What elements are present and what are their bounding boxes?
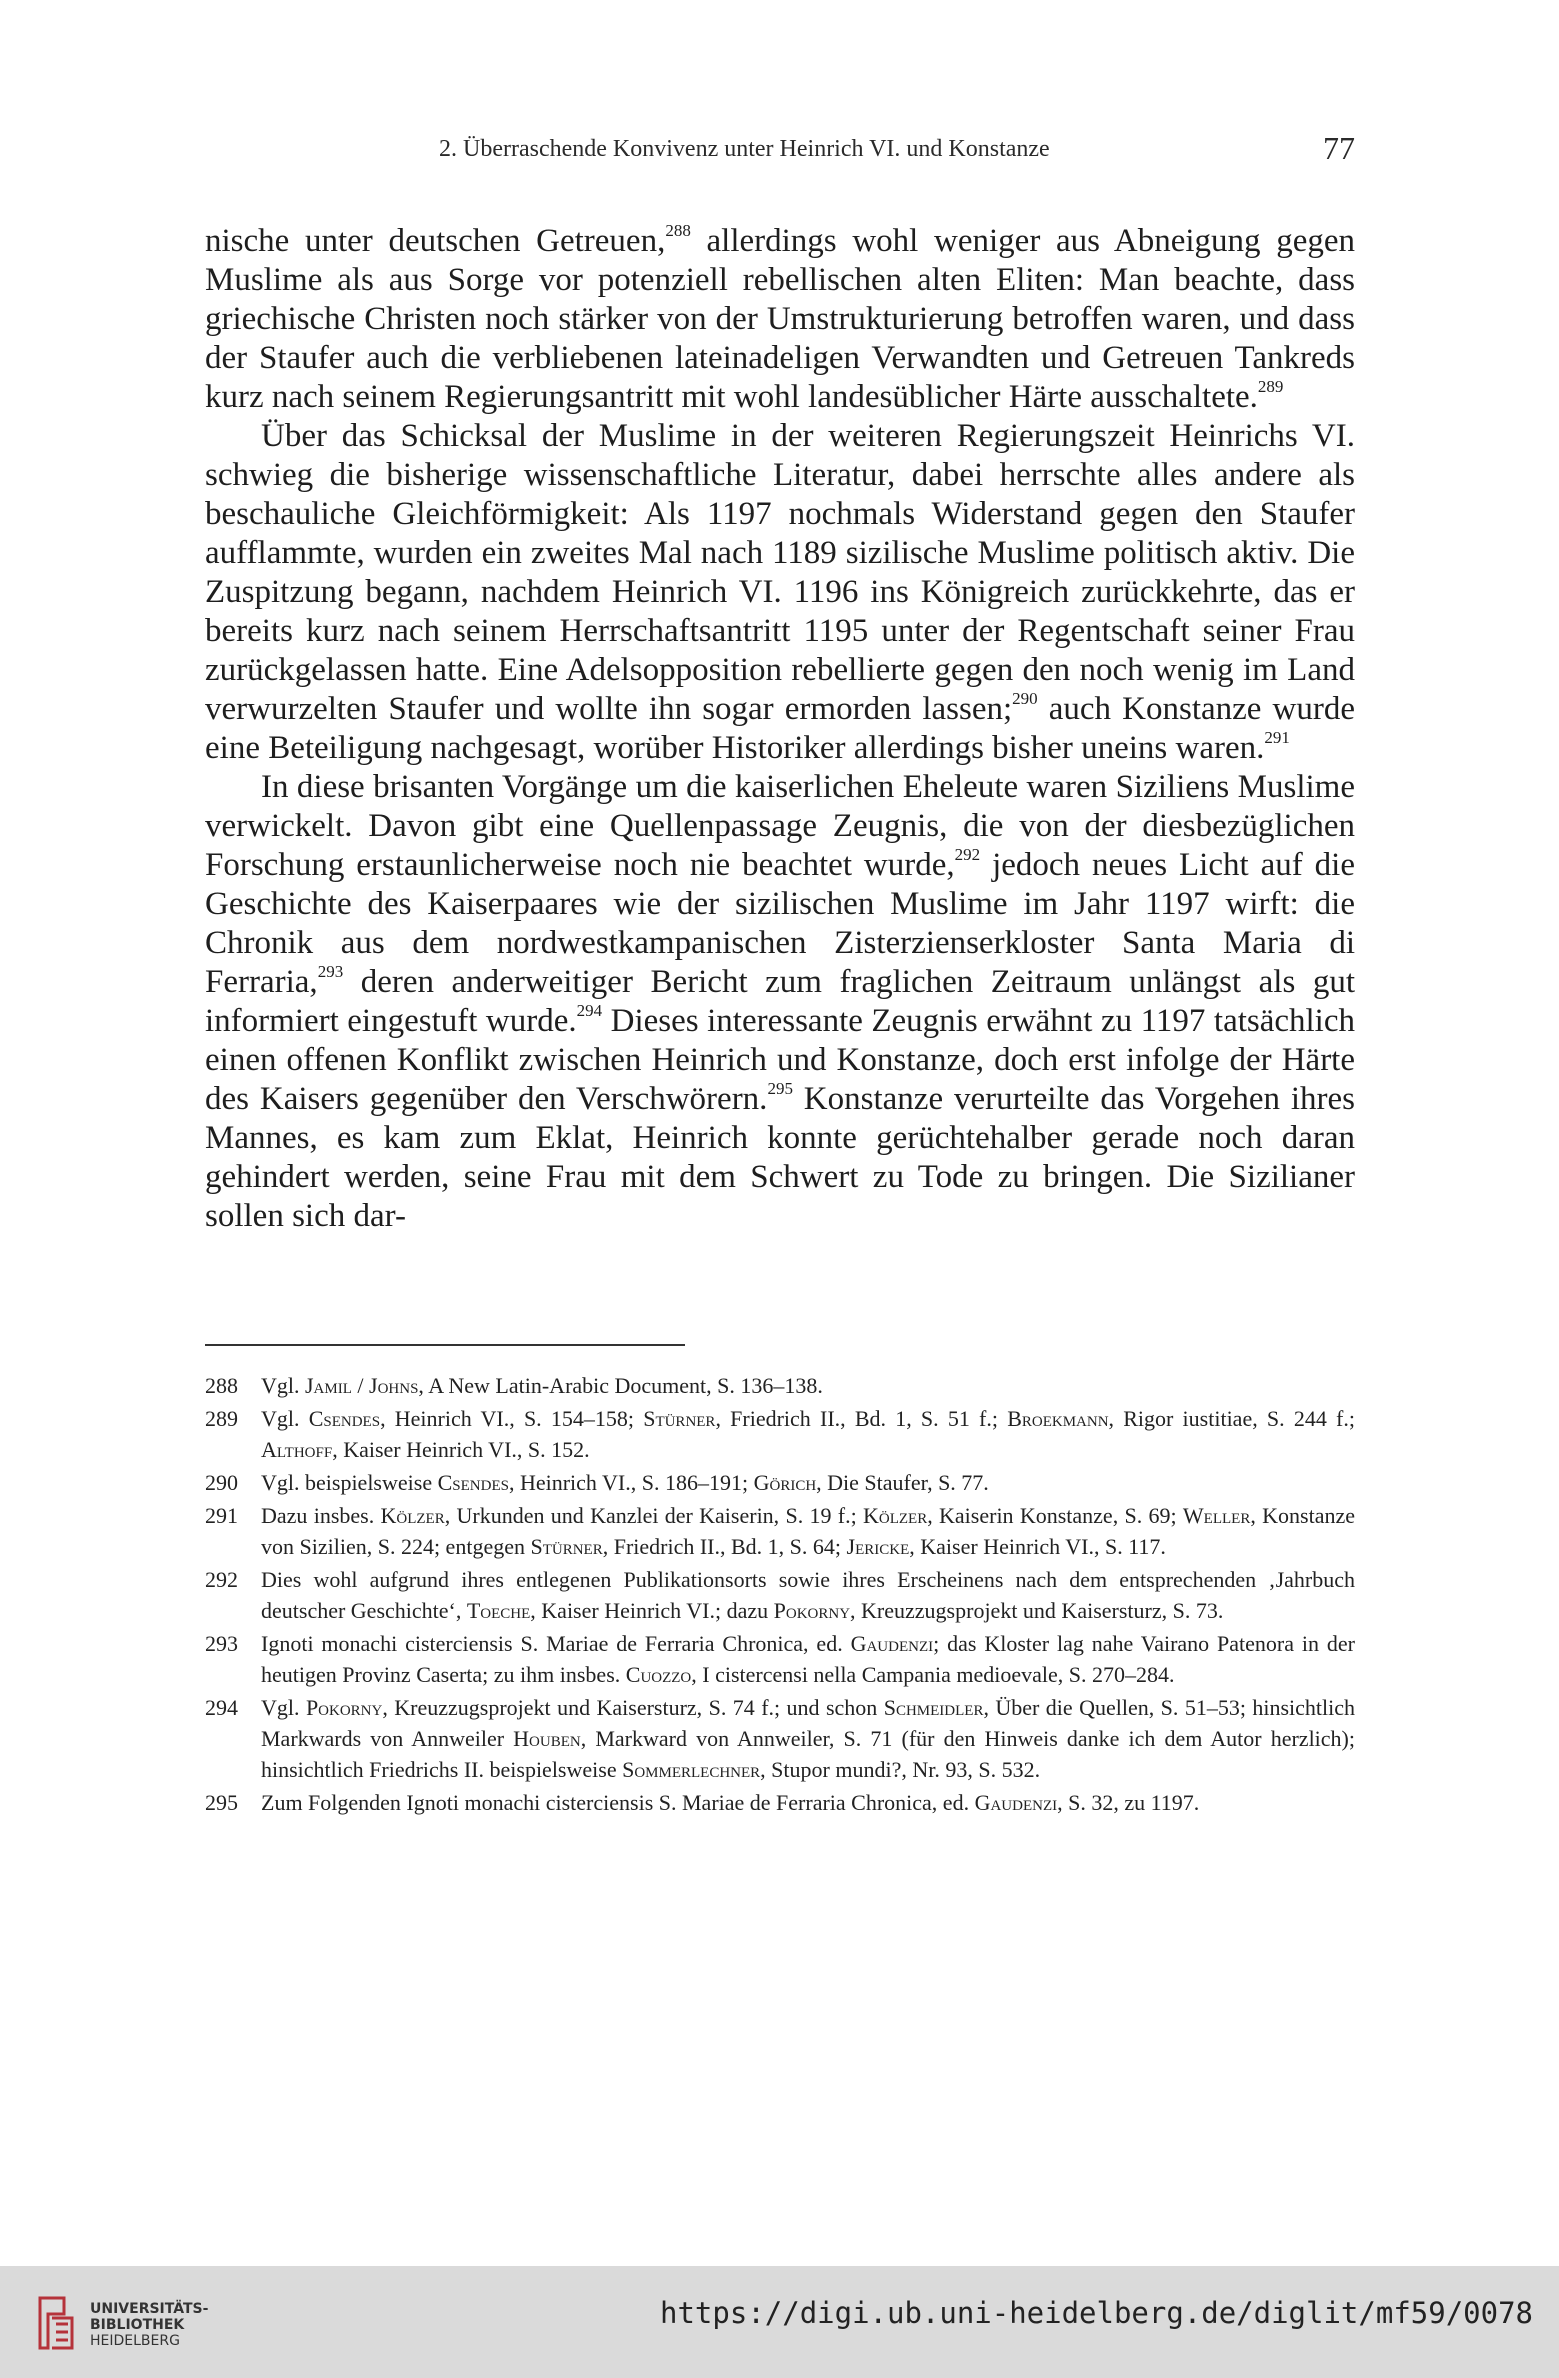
text-run: Dazu insbes. bbox=[261, 1503, 381, 1528]
text-run: , Markward von Annweiler, S. 71 (für den Hinweis danke ich dem Autor herzlich); hinsichtlich Friedrichs II. beispielsweise bbox=[261, 1726, 1355, 1782]
footnote-288 bbox=[205, 1370, 1355, 1401]
page-number: 77 bbox=[1323, 130, 1355, 166]
author-name: Houben bbox=[513, 1726, 581, 1751]
text-run: nische unter deutschen Getreuen, bbox=[205, 223, 666, 259]
page-url[interactable]: https://digi.ub.uni-heidelberg.de/diglit/mf59/0078 bbox=[660, 2296, 1533, 2330]
footnote-ref-295[interactable]: 295 bbox=[767, 1079, 793, 1098]
author-name: Csendes bbox=[308, 1406, 381, 1431]
paragraph-2 bbox=[205, 417, 1355, 768]
text-run: auch Konstanze wurde eine Beteiligung nachgesagt, worüber Historiker allerdings bisher uneins waren. bbox=[205, 691, 1355, 766]
running-head bbox=[205, 130, 1355, 176]
text-run: , Heinrich VI., S. 154–158; bbox=[380, 1406, 644, 1431]
footnote-ref-289[interactable]: 289 bbox=[1257, 377, 1284, 396]
logo-line-2: BIBLIOTHEK bbox=[90, 2317, 185, 2333]
text-run: Vgl. bbox=[261, 1406, 309, 1431]
author-name: Jericke bbox=[846, 1534, 910, 1559]
footnote-number: 293 bbox=[205, 1631, 238, 1656]
text-run: Zum Folgenden Ignoti monachi cisterciensis S. Mariae de Ferraria Chronica, ed. bbox=[261, 1790, 975, 1815]
library-logo[interactable] bbox=[20, 2288, 240, 2360]
text-run: , Konstanze von Sizilien, S. 224; entgegen bbox=[261, 1503, 1355, 1559]
logo-line-3: HEIDELBERG bbox=[90, 2333, 180, 2349]
text-run: , Heinrich VI., S. 186–191; bbox=[508, 1470, 754, 1495]
paragraph-3 bbox=[205, 768, 1355, 1236]
text-run: , Friedrich II., Bd. 1, S. 51 f.; bbox=[715, 1406, 1008, 1431]
author-name: Broekmann bbox=[1007, 1406, 1109, 1431]
footnote-290 bbox=[205, 1467, 1355, 1498]
text-run: , Rigor iustitiae, S. 244 f.; bbox=[1108, 1406, 1355, 1431]
text-run: , Kaiser Heinrich VI.; dazu bbox=[530, 1598, 774, 1623]
author-name: Cuozzo bbox=[625, 1662, 692, 1687]
text-run: deren anderweitiger Bericht zum fraglichen Zeitraum unlängst als gut informiert eingestuft wurde. bbox=[205, 964, 1355, 1039]
text-run: allerdings wohl weniger aus Abneigung gegen Muslime als aus Sorge vor potenziell rebellischen alten Eliten: Man beachte, dass griechische Christen noch stärker von der Umstrukturierung betroffen waren, und dass der Staufer auch die verbliebenen lateinadeligen Verwandten und Getreuen Tankreds kurz nach seinem Regierungsantritt mit wohl landesüblicher Härte ausschaltete. bbox=[205, 223, 1355, 415]
paragraph-1 bbox=[205, 222, 1355, 417]
footnote-ref-294[interactable]: 294 bbox=[576, 1001, 603, 1020]
author-name: Sommerlechner bbox=[622, 1757, 761, 1782]
author-name: Althoff bbox=[261, 1437, 333, 1462]
author-name: Stürner bbox=[530, 1534, 603, 1559]
viewer-footer-bar bbox=[0, 2266, 1559, 2378]
library-logo-icon bbox=[34, 2294, 78, 2352]
footnote-ref-291[interactable]: 291 bbox=[1264, 728, 1290, 747]
footnote-ref-290[interactable]: 290 bbox=[1012, 689, 1038, 708]
text-run: Konstanze verurteilte das Vorgehen ihres Mannes, es kam zum Eklat, Heinrich konnte gerüchtehalber gerade noch daran gehindert werden, seine Frau mit dem Schwert zu Tode zu bringen. Die Sizilianer sollen sich dar- bbox=[205, 1081, 1355, 1234]
footnote-293 bbox=[205, 1628, 1355, 1690]
text-run: , Kreuzzugsprojekt und Kaisersturz, S. 74 f.; und schon bbox=[382, 1695, 884, 1720]
text-run: , Urkunden und Kanzlei der Kaiserin, S. 19 f.; bbox=[444, 1503, 864, 1528]
text-run: jedoch neues Licht auf die Geschichte des Kaiserpaares wie der sizilischen Muslime im Jahr 1197 wirft: die Chronik aus dem nordwestkampanischen Zisterzienserkloster Santa Maria di Ferraria, bbox=[205, 847, 1355, 1000]
main-text bbox=[205, 222, 1355, 1236]
text-run: / bbox=[351, 1373, 370, 1398]
footnote-number: 292 bbox=[205, 1567, 238, 1592]
text-run: Ignoti monachi cisterciensis S. Mariae de Ferraria Chronica, ed. bbox=[261, 1631, 851, 1656]
author-name: Kölzer bbox=[863, 1503, 928, 1528]
author-name: Schmeidler bbox=[883, 1695, 984, 1720]
author-name: Pokorny bbox=[773, 1598, 851, 1623]
footnotes bbox=[205, 1370, 1355, 1820]
footnote-294 bbox=[205, 1692, 1355, 1785]
footnote-ref-288[interactable]: 288 bbox=[665, 221, 691, 240]
author-name: Johns bbox=[369, 1373, 419, 1398]
text-run: Vgl. bbox=[261, 1695, 306, 1720]
text-run: , I cistercensi nella Campania medioevale, S. 270–284. bbox=[691, 1662, 1175, 1687]
footnote-292 bbox=[205, 1564, 1355, 1626]
text-run: , Kaiser Heinrich VI., S. 117. bbox=[909, 1534, 1166, 1559]
text-run: , Kaiser Heinrich VI., S. 152. bbox=[332, 1437, 590, 1462]
author-name: Gaudenzi bbox=[974, 1790, 1058, 1815]
text-run: , Über die Quellen, S. 51–53; hinsichtlich Markwards von Annweiler bbox=[261, 1695, 1356, 1751]
footnote-number: 288 bbox=[205, 1373, 238, 1398]
text-run: Vgl. bbox=[261, 1373, 305, 1398]
text-run: , Die Staufer, S. 77. bbox=[816, 1470, 989, 1495]
text-run: Vgl. beispielsweise bbox=[261, 1470, 438, 1495]
text-run: Über das Schicksal der Muslime in der weiteren Regierungszeit Heinrichs VI. schwieg die bisherige wissenschaftliche Literatur, dabei herrschte alles andere als beschauliche Gleichförmigkeit: Als 1197 nochmals Widerstand gegen den Staufer aufflammte, wurden ein zweites Mal nach 1189 sizilische Muslime politisch aktiv. Die Zuspitzung begann, nachdem Heinrich VI. 1196 ins Königreich zurückkehrte, das er bereits kurz nach seinem Herrschaftsantritt 1195 unter der Regentschaft seiner Frau zurückgelassen hatte. Eine Adelsopposition rebellierte gegen den noch wenig im Land verwurzelten Staufer und wollte ihn sogar ermorden lassen; bbox=[205, 418, 1355, 727]
author-name: Toeche bbox=[466, 1598, 531, 1623]
author-name: Csendes bbox=[437, 1470, 509, 1495]
footnote-ref-292[interactable]: 292 bbox=[954, 845, 981, 864]
text-run: , Kaiserin Konstanze, S. 69; bbox=[927, 1503, 1183, 1528]
text-run: , S. 32, zu 1197. bbox=[1057, 1790, 1200, 1815]
footnote-number: 291 bbox=[205, 1503, 238, 1528]
text-run: , Kreuzzugsprojekt und Kaisersturz, S. 73. bbox=[850, 1598, 1224, 1623]
footnote-number: 290 bbox=[205, 1470, 238, 1495]
author-name: Gaudenzi bbox=[850, 1631, 934, 1656]
footnote-number: 295 bbox=[205, 1790, 238, 1815]
author-name: Görich bbox=[753, 1470, 817, 1495]
text-run: Dieses interessante Zeugnis erwähnt zu 1197 tatsächlich einen offenen Konflikt zwischen Heinrich und Konstanze, doch erst infolge der Härte des Kaisers gegenüber den Verschwörern. bbox=[205, 1003, 1355, 1117]
text-run: ; das Kloster lag nahe Vairano Patenora in der heutigen Provinz Caserta; zu ihm insbes. bbox=[261, 1631, 1355, 1687]
footnote-289 bbox=[205, 1403, 1355, 1465]
author-name: Weller bbox=[1182, 1503, 1251, 1528]
author-name: Stürner bbox=[643, 1406, 716, 1431]
author-name: Kölzer bbox=[380, 1503, 445, 1528]
author-name: Jamil bbox=[305, 1373, 352, 1398]
text-run: , Stupor mundi?, Nr. 93, S. 532. bbox=[760, 1757, 1041, 1782]
running-head-title: 2. Überraschende Konvivenz unter Heinrich VI. und Konstanze bbox=[439, 136, 1050, 162]
text-run: , Friedrich II., Bd. 1, S. 64; bbox=[602, 1534, 847, 1559]
footnote-divider bbox=[205, 1344, 685, 1346]
footnote-291 bbox=[205, 1500, 1355, 1562]
footnote-ref-293[interactable]: 293 bbox=[317, 962, 344, 981]
text-run: , A New Latin-Arabic Document, S. 136–138. bbox=[418, 1373, 823, 1398]
text-run: In diese brisanten Vorgänge um die kaiserlichen Eheleute waren Siziliens Muslime verwickelt. Davon gibt eine Quellenpassage Zeugnis, die von der diesbezüglichen Forschung erstaunlicherweise noch nie beachtet wurde, bbox=[205, 769, 1355, 883]
text-run: Dies wohl aufgrund ihres entlegenen Publikationsorts sowie ihres Erscheinens nach dem entsprechenden ‚Jahrbuch deutscher Geschichte‘, bbox=[261, 1567, 1355, 1623]
footnote-number: 294 bbox=[205, 1695, 238, 1720]
author-name: Pokorny bbox=[305, 1695, 383, 1720]
footnote-295 bbox=[205, 1787, 1355, 1818]
logo-line-1: UNIVERSITÄTS- bbox=[90, 2301, 209, 2317]
library-logo-text bbox=[90, 2301, 208, 2349]
footnote-number: 289 bbox=[205, 1406, 238, 1431]
